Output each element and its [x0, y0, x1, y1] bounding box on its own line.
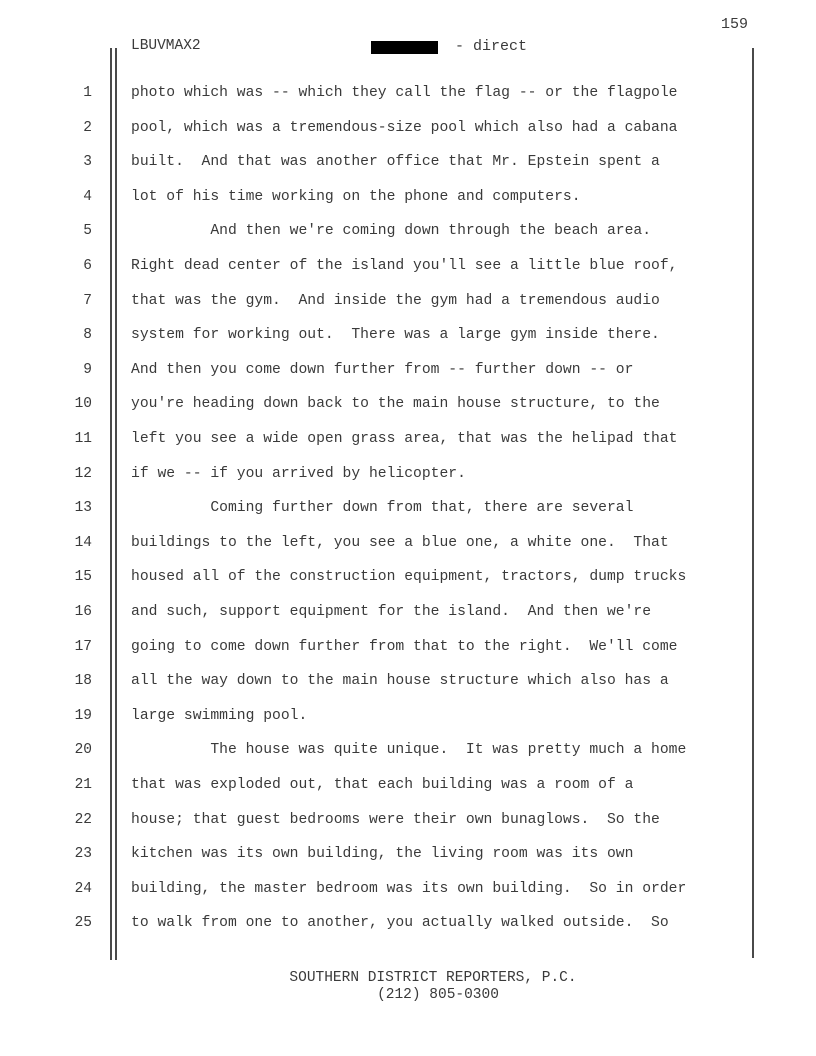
line-number: 16 — [74, 604, 92, 620]
case-id: LBUVMAX2 — [131, 38, 201, 54]
transcript-line: all the way down to the main house structure which also has a — [131, 673, 669, 690]
line-number: 13 — [74, 500, 92, 517]
line-number: 24 — [74, 880, 92, 897]
line-number: 4 — [83, 188, 92, 205]
transcript-line: housed all of the construction equipment, tractors, dump trucks — [131, 569, 687, 586]
transcript-line: if we -- if you arrived by helicopter. — [131, 465, 466, 482]
line-number: 19 — [74, 707, 92, 724]
line-number: 25 — [74, 915, 92, 932]
transcript-line: left you see a wide open grass area, that was the helipad that — [131, 431, 678, 447]
transcript-line: pool, which was a tremendous-size pool which also had a cabana — [131, 119, 678, 136]
transcript-line: buildings to the left, you see a blue one, a white one. That — [131, 534, 669, 551]
transcript-line: large swimming pool. — [131, 707, 308, 724]
line-number: 18 — [74, 673, 92, 690]
transcript-line: photo which was -- which they call the flag -- or the flagpole — [131, 85, 678, 101]
transcript-line: that was exploded out, that each building was a room of a — [131, 777, 634, 793]
transcript-line: Right dead center of the island you'll see a little blue roof, — [131, 258, 678, 274]
line-number: 8 — [83, 327, 92, 344]
transcript-line: system for working out. There was a large gym inside there. — [131, 327, 660, 344]
line-number: 22 — [74, 811, 92, 828]
line-number: 10 — [74, 396, 92, 413]
transcript-line: going to come down further from that to the right. We'll come — [131, 638, 678, 655]
reporter-name: SOUTHERN DISTRICT REPORTERS, P.C. — [289, 970, 577, 986]
transcript-line: The house was quite unique. It was pretty much a home — [131, 742, 687, 759]
left-margin-rule-inner — [115, 48, 117, 960]
exam-type: - direct — [446, 38, 528, 55]
line-number: 1 — [83, 85, 92, 101]
left-margin-rule-outer — [110, 48, 112, 960]
redaction-box — [371, 41, 438, 54]
line-number: 6 — [83, 258, 92, 274]
transcript-line: Coming further down from that, there are several — [131, 500, 634, 517]
transcript-line: you're heading down back to the main house structure, to the — [131, 396, 660, 413]
transcript-line: building, the master bedroom was its own building. So in order — [131, 880, 687, 897]
line-number: 7 — [83, 292, 92, 309]
footer — [0, 970, 816, 1004]
line-number: 3 — [83, 154, 92, 171]
transcript-line: lot of his time working on the phone and computers. — [131, 188, 581, 205]
transcript-line: built. And that was another office that Mr. Epstein spent a — [131, 154, 660, 171]
transcript-line: And then you come down further from -- further down -- or — [131, 361, 634, 378]
line-number: 23 — [74, 846, 92, 863]
transcript-line: that was the gym. And inside the gym had a tremendous audio — [131, 292, 660, 309]
line-number: 14 — [74, 534, 92, 551]
page-number: 159 — [720, 16, 748, 33]
line-number: 15 — [74, 569, 92, 586]
transcript-line: and such, support equipment for the island. And then we're — [131, 604, 652, 620]
transcript-line: to walk from one to another, you actually walked outside. So — [131, 915, 669, 932]
transcript-line: kitchen was its own building, the living room was its own — [131, 846, 634, 863]
line-number: 11 — [74, 431, 92, 447]
line-number: 20 — [74, 742, 92, 759]
transcript-line: house; that guest bedrooms were their own bunaglows. So the — [131, 811, 660, 828]
line-number: 12 — [74, 465, 92, 482]
transcript-line: And then we're coming down through the beach area. — [131, 223, 652, 240]
line-number: 5 — [83, 223, 92, 240]
line-number: 21 — [74, 777, 92, 793]
line-number: 2 — [83, 119, 92, 136]
line-number: 9 — [83, 361, 92, 378]
line-number: 17 — [74, 638, 92, 655]
reporter-phone: (212) 805-0300 — [377, 987, 499, 1003]
right-margin-rule — [752, 48, 754, 958]
